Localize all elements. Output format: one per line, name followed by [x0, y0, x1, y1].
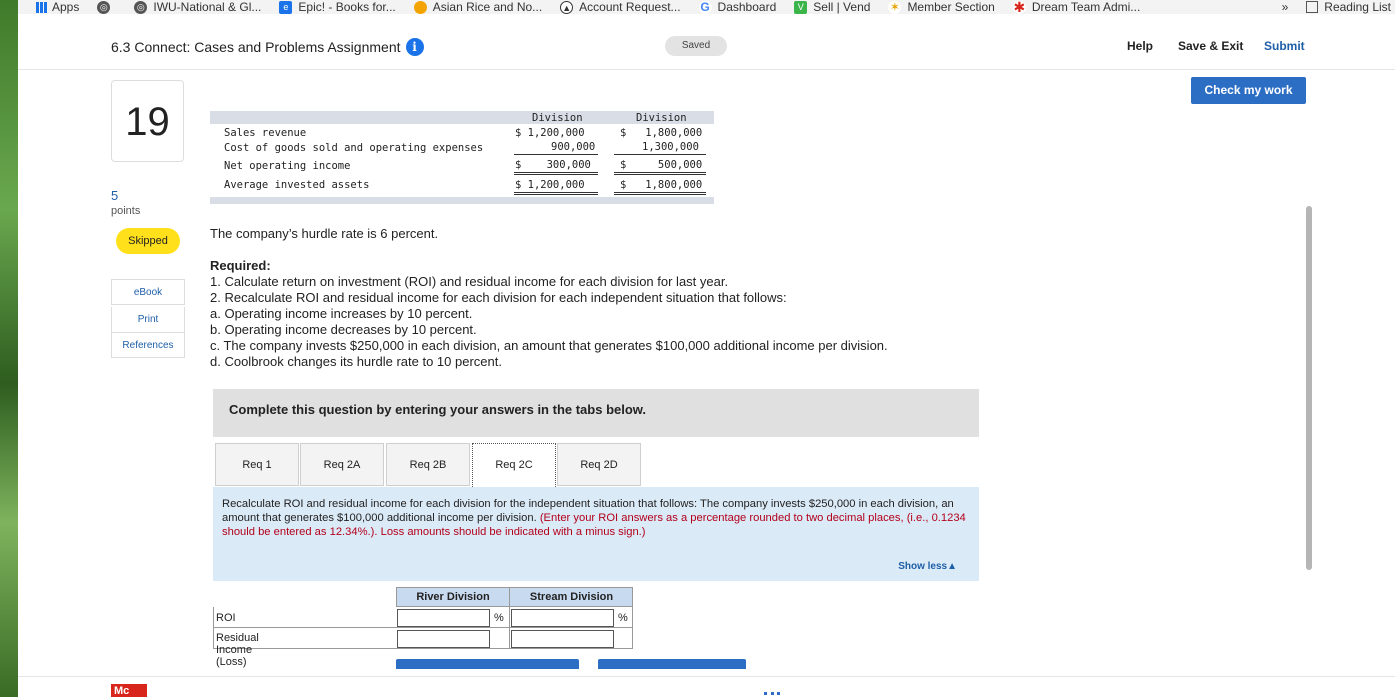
vend-icon: V [794, 1, 807, 14]
pagination-dots-icon[interactable] [764, 692, 780, 695]
requirement-line: b. Operating income decreases by 10 percent. [210, 322, 477, 337]
star-icon: ✶ [889, 0, 900, 14]
total-double-underline [514, 194, 598, 195]
bookmark-dream-team[interactable]: ✱ Dream Team Admi... [1013, 0, 1141, 14]
row-label: Cost of goods sold and operating expenses [224, 142, 484, 154]
bookmark-epic[interactable]: e Epic! - Books for... [279, 0, 395, 14]
percent-sign: % [618, 612, 628, 624]
total-double-underline [614, 172, 706, 173]
print-button[interactable]: Print [111, 307, 185, 333]
row-value: $ 1,800,000 [620, 127, 703, 139]
footer-divider [18, 676, 1395, 677]
bookmark-blank[interactable] [97, 1, 116, 14]
requirements-block [210, 258, 888, 370]
total-double-underline [614, 194, 706, 195]
show-less-button[interactable]: Show less▲ [898, 561, 957, 572]
save-exit-button[interactable]: Save & Exit [1178, 39, 1244, 53]
total-double-underline [614, 174, 706, 175]
row-value: $ 1,200,000 [515, 179, 585, 191]
row-label-roi: ROI [216, 612, 236, 624]
info-icon[interactable]: i [406, 38, 424, 56]
row-value: 900,000 [551, 141, 596, 153]
river-roi-input[interactable] [397, 609, 490, 627]
epic-icon: e [279, 1, 292, 14]
row-value: $ 500,000 [620, 159, 703, 171]
row-value: $ 1,200,000 [515, 127, 585, 139]
requirement-line: a. Operating income increases by 10 percent. [210, 306, 473, 321]
bookmark-asian-rice[interactable]: Asian Rice and No... [414, 0, 542, 14]
stream-residual-input[interactable] [511, 630, 614, 648]
asterisk-icon: ✱ [1013, 0, 1026, 14]
subtotal-underline [514, 154, 598, 155]
bookmarks-bar [18, 0, 1395, 14]
prev-tab-button[interactable] [396, 659, 579, 669]
financial-data-table [210, 111, 714, 204]
requirement-line: 2. Recalculate ROI and residual income for each division for each independent situation that follows: [210, 290, 787, 305]
tab-req-1[interactable]: Req 1 [215, 443, 299, 486]
bowl-icon [414, 1, 427, 14]
question-number: 19 [111, 80, 184, 162]
warning-icon: ▲ [560, 1, 573, 14]
col-head-2: Division [636, 112, 687, 124]
reading-list-button[interactable]: Reading List [1324, 0, 1391, 14]
hurdle-rate-text: The company’s hurdle rate is 6 percent. [210, 226, 439, 241]
row-value: $ 1,800,000 [620, 179, 703, 191]
complete-prompt: Complete this question by entering your answers in the tabs below. [229, 402, 647, 417]
next-tab-button[interactable] [598, 659, 746, 669]
row-value: $ 300,000 [515, 159, 591, 171]
percent-sign: % [494, 612, 504, 624]
points-label: points [111, 205, 141, 217]
col-header-river: River Division [416, 591, 490, 603]
tab-req-2b[interactable]: Req 2B [386, 443, 470, 486]
google-icon: G [700, 0, 710, 14]
bookmark-sell-vend[interactable]: V Sell | Vend [794, 0, 870, 14]
col-head-1: Division [532, 112, 583, 124]
references-button[interactable]: References [111, 332, 185, 358]
submit-button[interactable]: Submit [1264, 39, 1305, 53]
reading-list-area [1282, 0, 1391, 14]
row-label: Sales revenue [224, 127, 307, 139]
stream-roi-input[interactable] [511, 609, 614, 627]
total-double-underline [514, 172, 598, 173]
tab-instructions [213, 487, 979, 581]
requirement-line: d. Coolbrook changes its hurdle rate to 10 percent. [210, 354, 502, 369]
col-header-stream: Stream Division [529, 591, 614, 603]
table-footer-bar [210, 197, 714, 204]
help-button[interactable]: Help [1127, 39, 1154, 53]
status-badge: Skipped [116, 228, 180, 254]
reading-list-icon [1306, 1, 1318, 13]
saved-badge: Saved [665, 36, 727, 56]
ebook-button[interactable]: eBook [111, 279, 185, 305]
instruction-banner [213, 389, 979, 437]
more-bookmarks-button[interactable]: » [1281, 0, 1289, 14]
apps-grid-icon [36, 2, 47, 13]
assignment-title: 6.3 Connect: Cases and Problems Assignment i [111, 38, 424, 56]
globe-icon: ◎ [97, 1, 110, 14]
required-label: Required: [210, 258, 271, 273]
instruction-note: (Enter your ROI answers as a percentage rounded to two decimal places, (i.e., 0.1234 should be entered as 12.34%.). Loss amounts should be indicated with a minus sign.) [222, 512, 966, 538]
row-label: Net operating income [224, 160, 351, 172]
apps-bookmark[interactable]: Apps [36, 0, 79, 14]
page-scrollbar[interactable] [1306, 206, 1312, 570]
instruction-text: Recalculate ROI and residual income for each division for the independent situation that follows: The company invests $250,000 in each division, an amount that generates $100,000 additional income per division. (Enter your ROI answers as a percentage rounded to two decimal places, (i.e., 0.1234 should be entered as 12.34%.). Loss amounts should be indicated with a minus sign.) [222, 498, 966, 538]
check-my-work-button[interactable]: Check my work [1191, 77, 1306, 104]
requirement-line: 1. Calculate return on investment (ROI) and residual income for each division for last year. [210, 274, 729, 289]
mcgraw-hill-logo: Mc [111, 684, 147, 697]
tab-req-2a[interactable]: Req 2A [300, 443, 384, 486]
points-value: 5 [111, 188, 119, 203]
bookmark-iwu[interactable]: ◎ IWU-National & Gl... [134, 0, 261, 14]
total-double-underline [514, 174, 598, 175]
row-label: Average invested assets [224, 179, 370, 191]
subtotal-underline [614, 154, 706, 155]
bookmark-dashboard[interactable]: G Dashboard [700, 0, 777, 14]
bookmark-account-request[interactable]: ▲ Account Request... [560, 0, 680, 14]
globe-icon: ◎ [134, 1, 147, 14]
tab-req-2c[interactable]: Req 2C [472, 443, 556, 487]
assignment-header [18, 24, 1395, 70]
river-residual-input[interactable] [397, 630, 490, 648]
requirement-line: c. The company invests $250,000 in each division, an amount that generates $100,000 additional income per division. [210, 338, 888, 353]
desktop-background [0, 0, 18, 697]
row-label-residual-income: Residual Income (Loss) [216, 632, 259, 668]
bookmark-member-section[interactable]: ✶ Member Section [889, 0, 995, 14]
row-value: 1,300,000 [642, 141, 699, 153]
tab-req-2d[interactable]: Req 2D [557, 443, 641, 486]
total-double-underline [614, 192, 706, 193]
total-double-underline [514, 192, 598, 193]
